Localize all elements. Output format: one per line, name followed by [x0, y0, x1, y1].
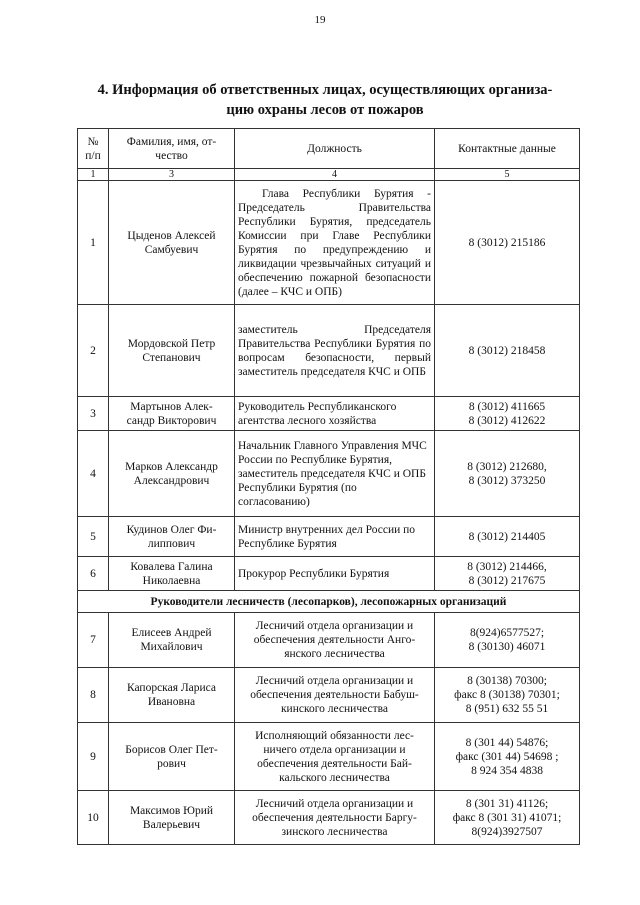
position-text: Начальник Главного Управления МЧС России по Республике Бурятия, заместитель председателя КЧС и ОПБ Республики Бурятия (по согласованию) [235, 431, 435, 517]
page-title [70, 80, 580, 120]
column-index: 4 [235, 169, 435, 181]
contact-data: 8(924)6577527; 8 (30130) 46071 [435, 613, 580, 668]
person-name: Кудинов Олег Фи- липпович [109, 517, 235, 557]
responsible-persons-table [77, 128, 580, 845]
person-name: Мартынов Алек- сандр Викторович [109, 397, 235, 431]
contact-data: 8 (3012) 214466, 8 (3012) 217675 [435, 557, 580, 591]
person-name: Елисеев Андрей Михайлович [109, 613, 235, 668]
person-name: Цыденов Алексей Самбуевич [109, 181, 235, 305]
position-text: Глава Республики Бурятия - Председатель Правительства Республики Бурятия, председатель Комиссии при Главе Республики Бурятия по предупреждению и ликвидации чрезвычайных ситуаций и обеспечению пожарной безопасности (далее – КЧС и ОПБ) [235, 181, 435, 305]
contact-data: 8 (3012) 218458 [435, 305, 580, 397]
header-name: Фамилия, имя, от- чество [109, 129, 235, 169]
person-name: Борисов Олег Пет- рович [109, 723, 235, 791]
contact-data: 8 (3012) 214405 [435, 517, 580, 557]
position-text: заместитель Председателя Правительства Республики Бурятия по вопросам безопасности, первый заместитель председателя КЧС и ОПБ [235, 305, 435, 397]
table-row [78, 668, 580, 723]
row-number: 7 [78, 613, 109, 668]
table-row [78, 431, 580, 517]
table-row [78, 397, 580, 431]
table-row [78, 557, 580, 591]
table-row [78, 181, 580, 305]
table-header-row [78, 129, 580, 169]
table-row [78, 723, 580, 791]
contact-data: 8 (3012) 215186 [435, 181, 580, 305]
column-index: 1 [78, 169, 109, 181]
page-number: 19 [314, 14, 326, 26]
header-position: Должность [235, 129, 435, 169]
row-number: 8 [78, 668, 109, 723]
row-number: 9 [78, 723, 109, 791]
row-number: 4 [78, 431, 109, 517]
position-text: Лесничий отдела организации и обеспечения деятельности Бабуш- кинского лесничества [235, 668, 435, 723]
row-number: 6 [78, 557, 109, 591]
title-line: 4. Информация об ответственных лицах, осуществляющих организа- [97, 82, 553, 98]
person-name: Мордовской Петр Степанович [109, 305, 235, 397]
table-row [78, 305, 580, 397]
header-contact: Контактные данные [435, 129, 580, 169]
column-index-row [78, 169, 580, 181]
person-name: Капорская Лариса Ивановна [109, 668, 235, 723]
person-name: Максимов Юрий Валерьевич [109, 791, 235, 845]
contact-data: 8 (30138) 70300; факс 8 (30138) 70301; 8 (951) 632 55 51 [435, 668, 580, 723]
row-number: 3 [78, 397, 109, 431]
row-number: 10 [78, 791, 109, 845]
column-index: 3 [109, 169, 235, 181]
position-text: Руководитель Республиканского агентства лесного хозяйства [235, 397, 435, 431]
section-heading-row [78, 591, 580, 613]
header-num: № п/п [78, 129, 109, 169]
person-name: Ковалева Галина Николаевна [109, 557, 235, 591]
title-line: цию охраны лесов от пожаров [226, 102, 424, 118]
position-text: Лесничий отдела организации и обеспечения деятельности Анго- янского лесничества [235, 613, 435, 668]
section-heading: Руководители лесничеств (лесопарков), лесопожарных организаций [78, 591, 580, 613]
row-number: 5 [78, 517, 109, 557]
position-text: Исполняющий обязанности лес- ничего отдела организации и обеспечения деятельности Бай- кальского лесничества [235, 723, 435, 791]
table-row [78, 517, 580, 557]
table-row [78, 791, 580, 845]
contact-data: 8 (301 31) 41126; факс 8 (301 31) 41071; 8(924)3927507 [435, 791, 580, 845]
contact-data: 8 (3012) 212680, 8 (3012) 373250 [435, 431, 580, 517]
person-name: Марков Александр Александрович [109, 431, 235, 517]
position-text: Министр внутренних дел России по Республике Бурятия [235, 517, 435, 557]
position-text: Прокурор Республики Бурятия [235, 557, 435, 591]
column-index: 5 [435, 169, 580, 181]
row-number: 2 [78, 305, 109, 397]
table-row [78, 613, 580, 668]
contact-data: 8 (301 44) 54876; факс (301 44) 54698 ; 8 924 354 4838 [435, 723, 580, 791]
contact-data: 8 (3012) 411665 8 (3012) 412622 [435, 397, 580, 431]
row-number: 1 [78, 181, 109, 305]
position-text: Лесничий отдела организации и обеспечения деятельности Баргу- зинского лесничества [235, 791, 435, 845]
